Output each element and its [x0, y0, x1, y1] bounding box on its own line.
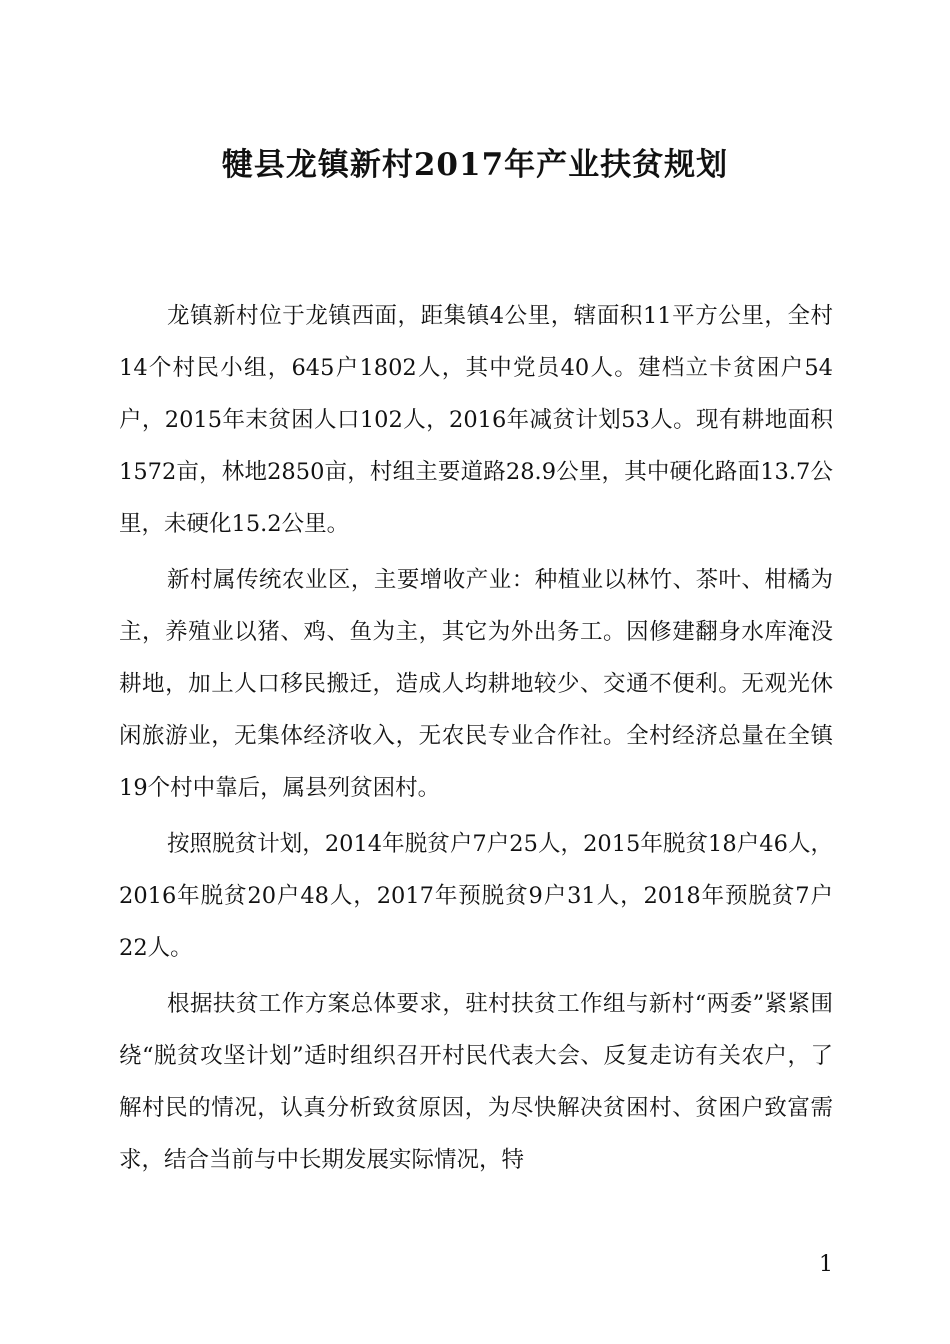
paragraph-industry: 新村属传统农业区，主要增收产业：种植业以林竹、茶叶、柑橘为主，养殖业以猪、鸡、鱼为主，其它为外出务工。因修建翻身水库淹没耕地，加上人口移民搬迁，造成人均耕地较少、交通不便利。无观光休闲旅游业，无集体经济收入，无农民专业合作社。全村经济总量在全镇19个村中靠后，属县列贫困村。 — [119, 567, 833, 801]
document-title: 犍县龙镇新村2017年产业扶贫规划 — [221, 147, 729, 183]
page-number: 1 — [819, 1252, 833, 1277]
paragraph-overview: 龙镇新村位于龙镇西面，距集镇4公里，辖面积11平方公里，全村14个村民小组，645户1802人，其中党员40人。建档立卡贫困户54户，2015年末贫困人口102人，2016年减贫计划53人。现有耕地面积1572亩，林地2850亩，村组主要道路28.9公里，其中硬化路面13.7公里，未硬化15.2公里。 — [119, 303, 833, 537]
paragraph-poverty-plan: 按照脱贫计划，2014年脱贫户7户25人，2015年脱贫18户46人，2016年脱贫20户48人，2017年预脱贫9户31人，2018年预脱贫7户22人。 — [119, 831, 833, 961]
paragraph-work-requirements: 根据扶贫工作方案总体要求，驻村扶贫工作组与新村“两委”紧紧围绕“脱贫攻坚计划”适时组织召开村民代表大会、反复走访有关农户，了解村民的情况，认真分析致贫原因，为尽快解决贫困村、贫困户致富需求，结合当前与中长期发展实际情况，特 — [119, 991, 833, 1173]
